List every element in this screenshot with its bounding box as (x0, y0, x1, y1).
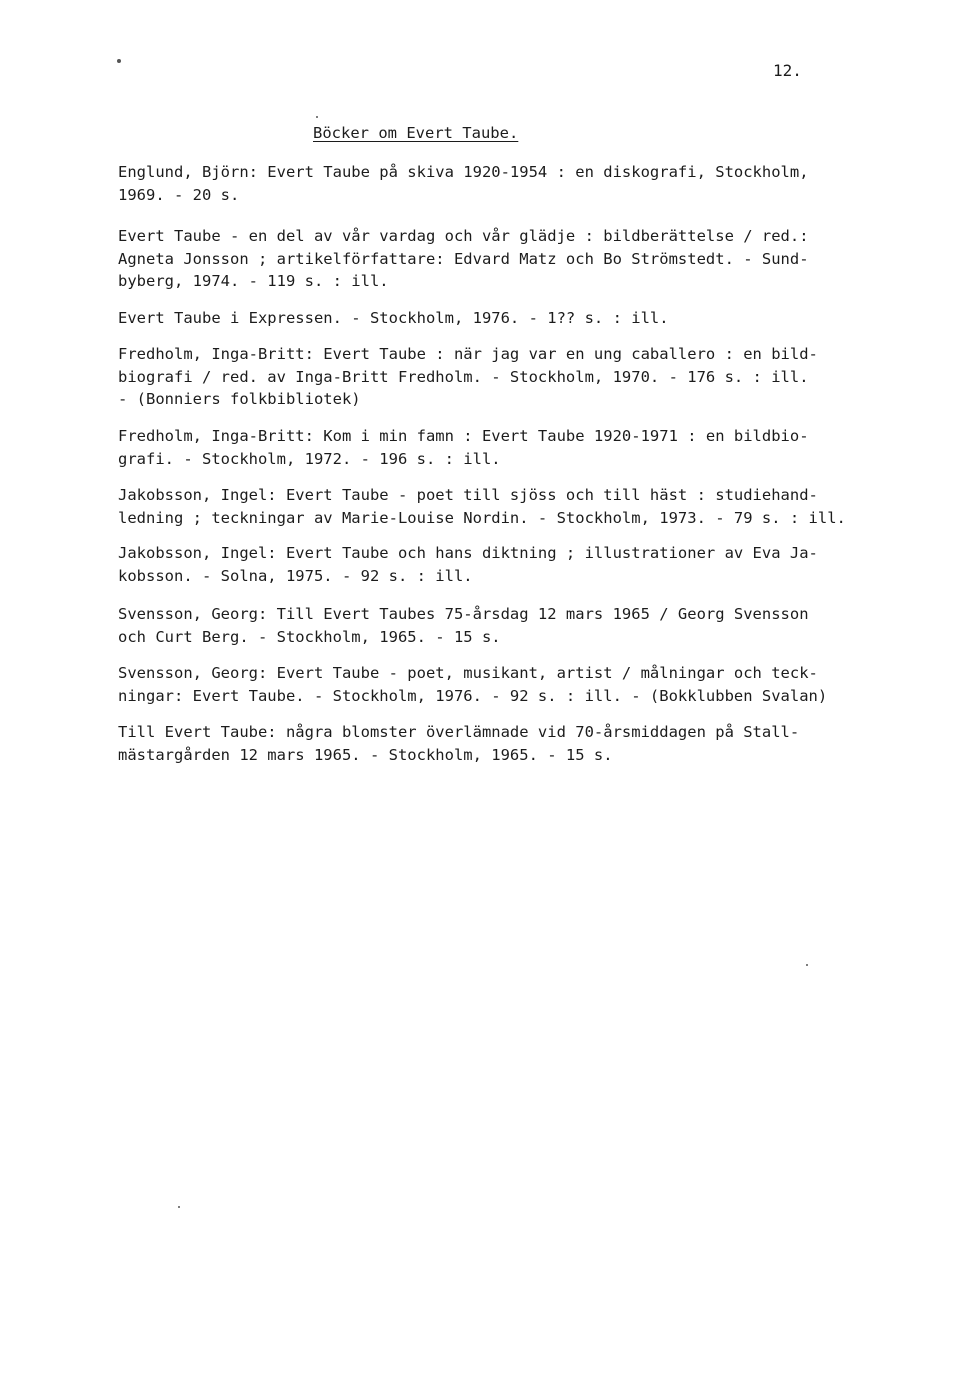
entry-line: 1969. - 20 s. (118, 185, 240, 204)
bibliography-entry (118, 343, 898, 411)
entry-line: Fredholm, Inga-Britt: Evert Taube : när jag var en ung caballero : en bild- (118, 345, 818, 363)
entry-line: grafi. - Stockholm, 1972. - 196 s. : ill. (118, 449, 501, 468)
entry-line: Englund, Björn: Evert Taube på skiva 1920-1954 : en diskografi, Stockholm, (118, 163, 809, 181)
entry-line: Evert Taube i Expressen. - Stockholm, 1976. - 1?? s. : ill. (118, 309, 669, 327)
entry-line: Jakobsson, Ingel: Evert Taube och hans diktning ; illustrationer av Eva Ja- (118, 544, 818, 562)
entry-line: Agneta Jonsson ; artikelförfattare: Edvard Matz och Bo Strömstedt. - Sund- (118, 249, 809, 268)
entry-line: Evert Taube - en del av vår vardag och vår glädje : bildberättelse / red.: (118, 227, 809, 245)
entry-line: biografi / red. av Inga-Britt Fredholm. - Stockholm, 1970. - 176 s. : ill. (118, 367, 809, 386)
entry-line: Fredholm, Inga-Britt: Kom i min famn : Evert Taube 1920-1971 : en bildbio- (118, 427, 809, 445)
speck-mark (117, 59, 121, 63)
entry-line: byberg, 1974. - 119 s. : ill. (118, 272, 389, 290)
bibliography-entry (118, 225, 898, 293)
bibliography-entry (118, 721, 898, 766)
bibliography-entry (118, 161, 898, 206)
entry-line: mästargården 12 mars 1965. - Stockholm, 1965. - 15 s. (118, 745, 613, 764)
bibliography-entry (118, 542, 898, 587)
bibliography-entry (118, 603, 898, 648)
entry-line: ledning ; teckningar av Marie-Louise Nordin. - Stockholm, 1973. - 79 s. : ill. (118, 508, 846, 527)
entry-line: Svensson, Georg: Till Evert Taubes 75-årsdag 12 mars 1965 / Georg Svensson (118, 605, 809, 623)
entry-line: kobsson. - Solna, 1975. - 92 s. : ill. (118, 566, 473, 585)
entry-line: ningar: Evert Taube. - Stockholm, 1976. - 92 s. : ill. - (Bokklubben Svalan) (118, 686, 828, 705)
page-number: 12. (773, 61, 802, 80)
bibliography-entry (118, 662, 898, 707)
bibliography-entry (118, 425, 898, 470)
entry-line: - (Bonniers folkbibliotek) (118, 390, 361, 408)
bibliography-entry (118, 484, 898, 529)
page-heading: Böcker om Evert Taube. (313, 124, 519, 142)
speck-mark (806, 964, 808, 966)
speck-mark (316, 116, 318, 118)
speck-mark (178, 1206, 180, 1208)
entry-line: Svensson, Georg: Evert Taube - poet, musikant, artist / målningar och teck- (118, 664, 818, 682)
entry-line: Till Evert Taube: några blomster överlämnade vid 70-årsmiddagen på Stall- (118, 723, 800, 741)
entry-line: Jakobsson, Ingel: Evert Taube - poet till sjöss och till häst : studiehand- (118, 486, 818, 504)
bibliography-entry (118, 307, 898, 330)
entry-line: och Curt Berg. - Stockholm, 1965. - 15 s. (118, 627, 501, 646)
